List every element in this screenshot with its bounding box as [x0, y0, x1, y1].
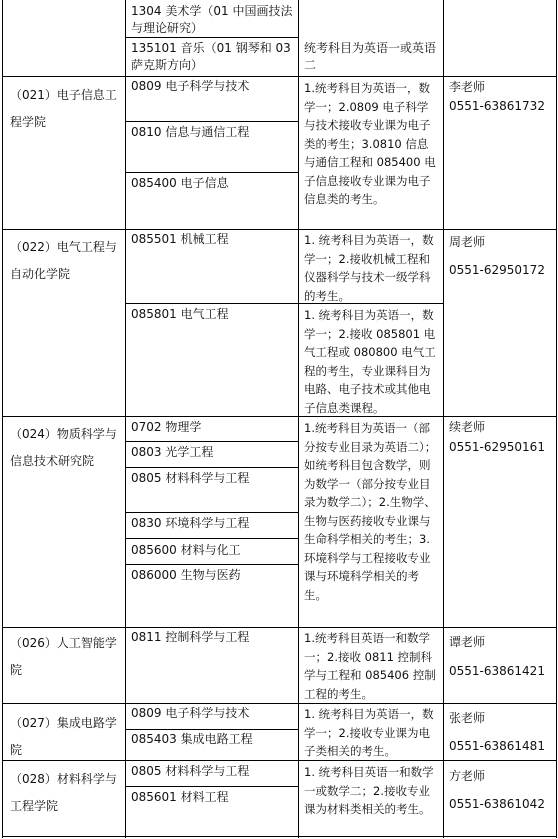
major-cell: 135101 音乐（01 钢琴和 03 萨克斯方向）: [131, 41, 295, 72]
table-rule: [2, 0, 3, 838]
college-name: （027）集成电路学院: [10, 716, 117, 757]
contact-phone: 0551-63861042: [449, 797, 545, 811]
requirements-cell: 统考科目为英语一或英语二: [304, 41, 437, 72]
major-cell: 086000 生物与医药: [131, 568, 241, 582]
table-rule: [298, 0, 299, 838]
contact-phone: 0551-62950172: [449, 263, 545, 277]
table-rule: [556, 0, 557, 838]
major-cell: 0809 电子科学与技术: [131, 706, 250, 720]
contact-name: 续老师: [449, 420, 486, 434]
table-rule: [125, 121, 298, 122]
table-rule: [125, 564, 298, 565]
contact-phone: 0551-62950161: [449, 440, 545, 454]
table-rule: [2, 76, 557, 77]
requirements-cell: 1. 统考科目为英语一，数学一；2.接收 085801 电气工程或 080800 电气工程的考生，专业课科目为电路、电子技术或其他电子信息类课程。: [304, 308, 436, 415]
college-name: （022）电气工程与自动化学院: [10, 240, 117, 281]
college-name: （021）电子信息工程学院: [10, 88, 117, 129]
contact-name: 方老师: [449, 769, 486, 783]
major-cell: 0702 物理学: [131, 420, 202, 434]
table-rule: [125, 37, 298, 38]
major-cell: 085501 机械工程: [131, 232, 229, 246]
table-rule: [2, 836, 557, 837]
table-rule: [2, 703, 557, 704]
major-cell: 0805 材料科学与工程: [131, 471, 250, 485]
major-cell: 085600 材料与化工: [131, 543, 241, 557]
requirements-cell: 1.统考科目为英语一，数学一；2.0809 电子科学与技术接收专业课为电子类的考生；3.0810 信息与通信工程和 085400 电子信息接收专业课为电子信息类的考生。: [304, 81, 436, 206]
major-cell: 1304 美术学（01 中国画技法与理论研究）: [131, 4, 293, 35]
contact-phone: 0551-63861732: [449, 99, 545, 113]
major-cell: 0803 光学工程: [131, 445, 214, 459]
table-rule: [125, 172, 298, 173]
table-rule: [125, 0, 126, 838]
table-rule: [125, 538, 298, 539]
table-rule: [125, 512, 298, 513]
major-cell: 085601 材料工程: [131, 790, 229, 804]
major-cell: 0830 环境科学与工程: [131, 516, 250, 530]
table-rule: [125, 467, 298, 468]
major-cell: 085400 电子信息: [131, 176, 229, 190]
requirements-cell: 1. 统考科目为英语一，数学一；2.接收专业课为电子类相关的考生。: [304, 707, 434, 758]
major-cell: 0805 材料科学与工程: [131, 764, 250, 778]
contact-phone: 0551-63861421: [449, 664, 545, 678]
contact-name: 周老师: [449, 235, 486, 249]
table-rule: [2, 416, 557, 417]
major-cell: 0809 电子科学与技术: [131, 79, 250, 93]
contact-name: 谭老师: [449, 635, 486, 649]
contact-phone: 0551-63861481: [449, 739, 545, 753]
table-rule: [2, 627, 557, 628]
college-name: （024）物质科学与信息技术研究院: [10, 427, 117, 468]
contact-name: 张老师: [449, 711, 486, 725]
table-rule: [2, 229, 557, 230]
requirements-cell: 1.统考科目英语一和数学一；2.接收 0811 控制科学与工程和 085406 控制工程的考生。: [304, 631, 436, 701]
table-rule: [125, 441, 298, 442]
requirements-cell: 1.统考科目为英语一（部分按专业目录为英语二）；如统考科目包含数学，则为数学一（部分按专业目录为数学二）；2.生物学、生物与医药接收专业课与生命科学相关的考生；3.环境科学与工程接收专业课与环境科学相关的考生。: [304, 421, 437, 602]
major-cell: 085403 集成电路工程: [131, 732, 253, 746]
requirements-cell: 1. 统考科目为英语一，数学一；2.接收机械工程和仪器科学与技术一级学科的考生。: [304, 233, 434, 303]
table-rule: [125, 729, 298, 730]
contact-name: 李老师: [449, 80, 486, 94]
college-name: （026）人工智能学院: [10, 636, 117, 677]
major-cell: 0811 控制科学与工程: [131, 630, 250, 644]
college-name: （028）材料科学与工程学院: [10, 772, 117, 813]
table-rule: [443, 0, 444, 838]
major-cell: 0810 信息与通信工程: [131, 125, 250, 139]
requirements-cell: 1. 统考科目英语一和数学一或数学二；2.接收专业课为材料类相关的考生。: [304, 765, 434, 816]
table-rule: [125, 786, 298, 787]
major-cell: 085801 电气工程: [131, 307, 229, 321]
